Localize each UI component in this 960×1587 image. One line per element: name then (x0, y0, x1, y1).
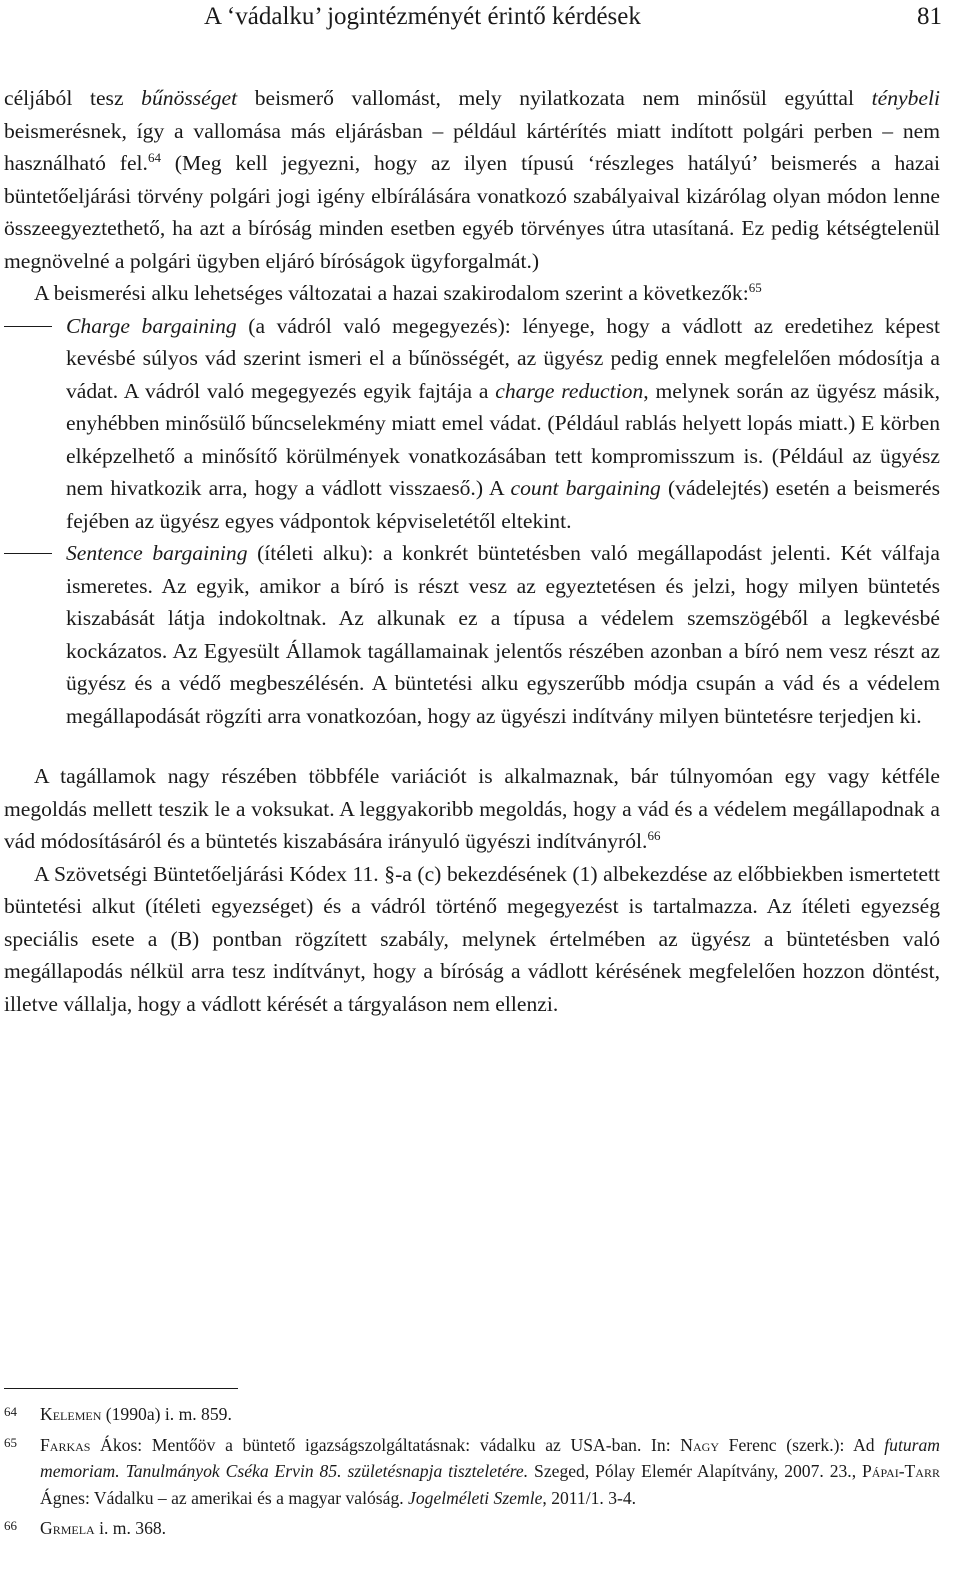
list-item-sentence-bargaining: Sentence bargaining (ítéleti alku): a konkrét büntetésben való megállapodást jelenti. Két válfaja ismeretes. Az egyik, amikor a bíró is részt vesz az egyeztetésen és jelzi, hogy milyen büntetés kiszabását látja indokoltnak. Az alkunak ez a típusa a védelem szemszögéből a legkevésbé kockázatos. Az Egyesült Államok tagállamainak jelentős részében azonban a bíró nem vesz részt az ügyész és a védő megbeszélésén. A büntetési alku egyszerűbb módja csupán a vád és a védelem megállapodását rögzíti arra vonatkozóan, hogy az ügyészi indítvány milyen büntetésre terjedjen ki. (66, 541, 940, 728)
footnote-number: 66 (4, 1518, 17, 1533)
paragraph-2: A beismerési alku lehetséges változatai a hazai szakirodalom szerint a következők:$^{65}$ (34, 279, 762, 305)
footnote-number: 65 (4, 1434, 17, 1450)
paragraph-4: A Szövetségi Büntetőeljárási Kódex 11. §-a (c) bekezdésének (1) albekezdése az előbbiekben ismertetett büntetési alkut (ítéleti egyezséget) és a vádról történő megegyezést is tartalmazza. Az ítéleti egyezség speciális esete a (B) pontban rögzített szabály, melynek értelmében az ügyész a büntetésben való megállapodás nélkül arra tesz indítványt, hogy a bíróság a vádlott kérésének megfelelően hozzon döntést, illetve vállalja, hogy a vádlott kérését a tárgyaláson nem ellenzi. (4, 861, 940, 1016)
footnote-66: 66 Grmela i. m. 368. (4, 1515, 940, 1542)
main-text (4, 82, 940, 1020)
paragraph-1: céljából tesz bűnösséget beismerő vallomást, mely nyilatkozata nem minősül egyúttal ténybeli beismerésnek, így a vallomása más eljárásban – például kártérítés miatt indított polgári perben – nem használható fel.$^{64}$ (Meg kell jegyezni, hogy az ilyen típusú ‘részleges hatályú’ beismerés a hazai büntetőeljárási törvény polgári jogi igény elbírálására vonatkozó szabályaival kizárólag olyan módon lenne összeegyeztethető, ha azt a bíróság minden esetben egyéb törvényes útra utasítaná. Ez pedig kétségtelenül megnövelné a polgári ügyben eljáró bíróságok ügyforgalmát.) (4, 86, 941, 273)
page-header (4, 2, 942, 32)
footnote-divider (4, 1388, 238, 1389)
footnote-ref-66[interactable]: 66 (647, 827, 661, 843)
footnotes (4, 1401, 940, 1546)
running-title: A ‘vádalku’ jogintézményét érintő kérdések (204, 3, 641, 30)
footnote-number: 64 (4, 1404, 17, 1419)
footnote-ref-64[interactable]: 64 (147, 149, 161, 165)
page-number: 81 (917, 3, 942, 30)
paragraph-3: A tagállamok nagy részében többféle variációt is alkalmaznak, bár túlnyomóan egy vagy kétféle megoldás mellett teszik le a voksukat. A leggyakoribb megoldás, hogy a vád és a védelem megállapodnak a vád módosításáról és a büntetés kiszabására irányuló ügyészi indítványról.$^{66}$ (4, 764, 940, 853)
footnote-64: 64 Kelemen (1990a) i. m. 859. (4, 1401, 940, 1428)
footnote-ref-65[interactable]: 65 (748, 279, 762, 295)
paragraph-gap (4, 732, 940, 760)
list-item-charge-bargaining: Charge bargaining (a vádról való megegyezés): lényege, hogy a vádlott az eredetihez képest kevésbé súlyos vád szerint ismeri el a bűnösségét, az ügyész pedig ennek megfelelően módosítja a vádat. A vádról való megegyezés egyik fajtája a charge reduction, melynek során az ügyész másik, enyhébben minősülő bűncselekmény miatt emel vádat. (Például rablás helyett lopás miatt.) E körben elképzelhető a minősítő körülmények vonatkozásában tett kompromisszum is. (Például az ügyész nem hivatkozik arra, hogy a vádlott visszaeső.) A count bargaining (vádelejtés) esetén a beismerés fejében az ügyész egyes vádpontok képviseletétől eltekint. (66, 313, 940, 533)
footnote-65: 65 Farkas Ákos: Mentőöv a büntető igazságszolgáltatásnak: vádalku az USA-ban. In: Nagy Ferenc (szerk.): Ad futuram memoriam. Tanulmányok Cséka Ervin 85. születésnapja tiszteletére. Szeged, Pólay Elemér Alapítvány, 2007. 23., Pápai-Tarr Ágnes: Vádalku – az amerikai és a magyar valóság. Jogelméleti Szemle, 2011/1. 3-4. (4, 1432, 940, 1512)
